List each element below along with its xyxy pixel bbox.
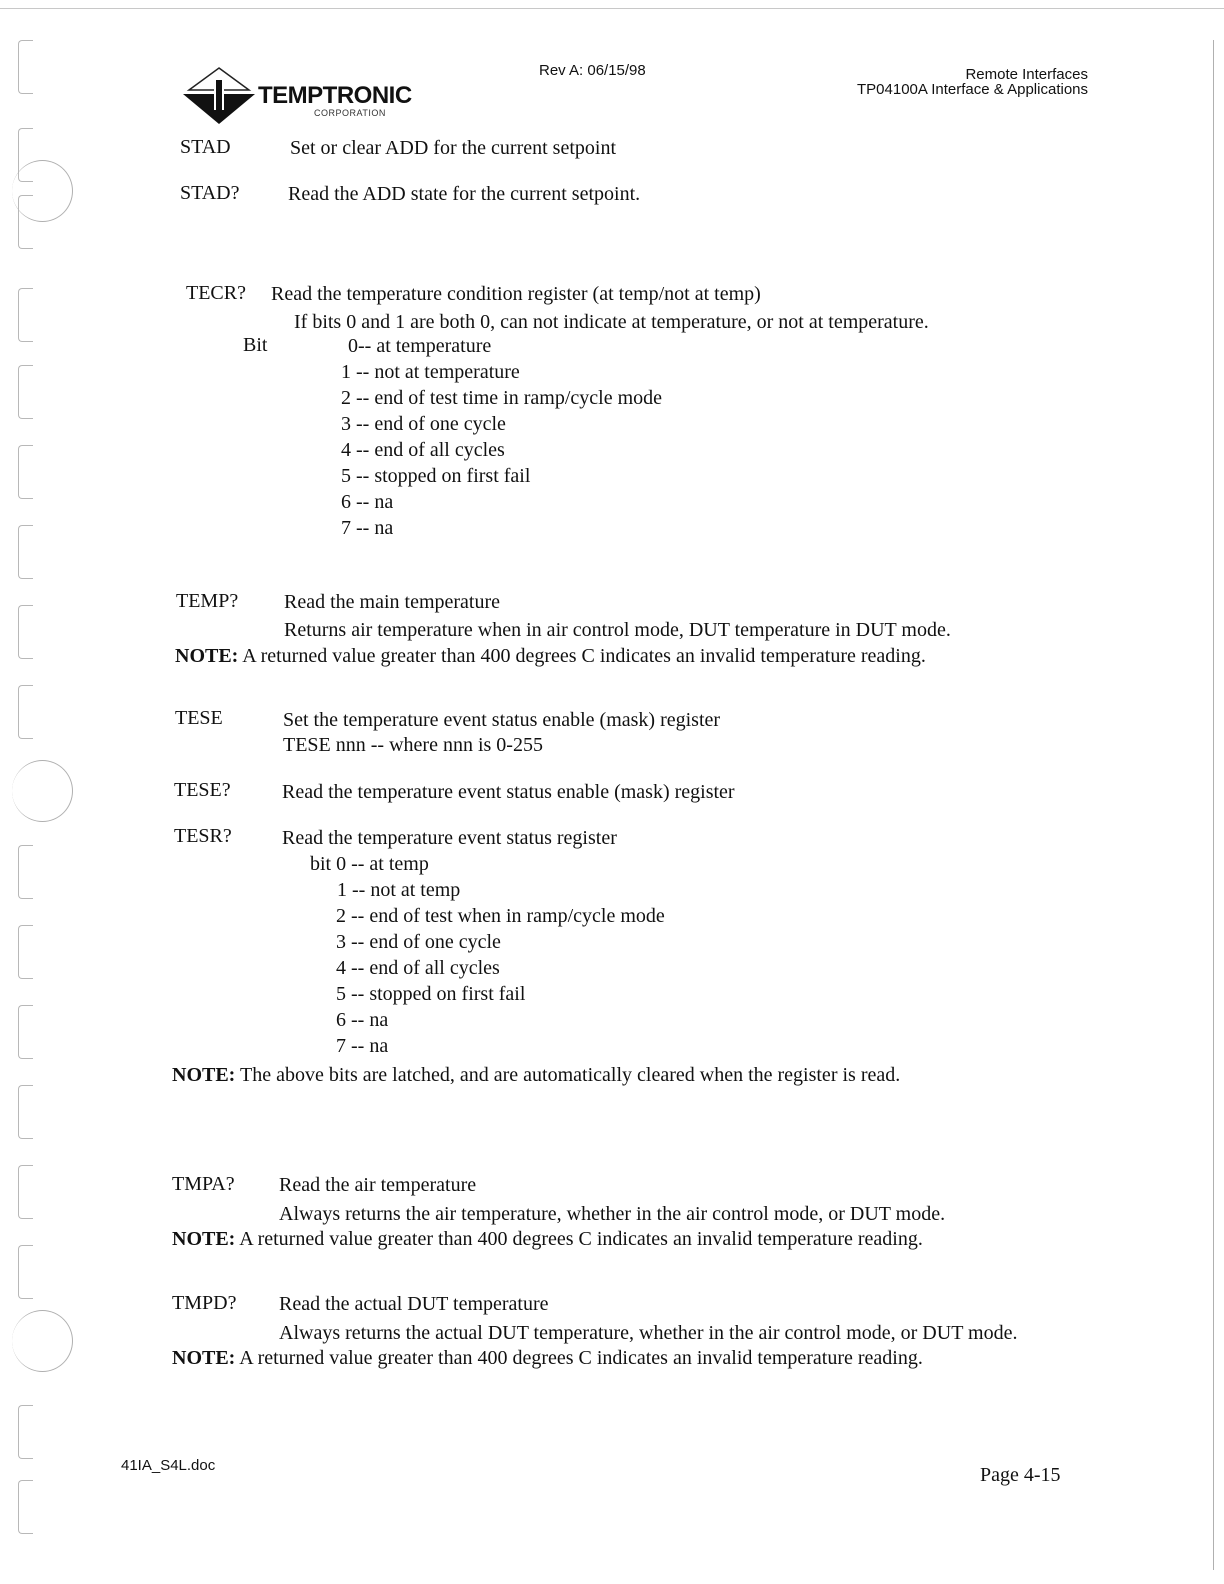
binder-hole bbox=[18, 845, 33, 899]
tmpa-detail: Always returns the air temperature, whether in the air control mode, or DUT mode. bbox=[279, 1203, 946, 1225]
tecr-bit: 6 -- na bbox=[341, 491, 394, 513]
binder-hole bbox=[18, 365, 33, 419]
binder-hole bbox=[18, 685, 33, 739]
tesr-bit: 7 -- na bbox=[336, 1035, 389, 1057]
tecr-bit: 0-- at temperature bbox=[348, 335, 492, 357]
stad-query-description: Read the ADD state for the current setpoint. bbox=[288, 183, 641, 205]
note-text: A returned value greater than 400 degrees C indicates an invalid temperature reading. bbox=[238, 645, 926, 667]
tesr-bit: 1 -- not at temp bbox=[337, 879, 461, 901]
stad-description: Set or clear ADD for the current setpoint bbox=[290, 137, 617, 159]
command-temp-query: TEMP? bbox=[176, 590, 239, 612]
binder-hole bbox=[18, 1405, 33, 1459]
tesr-bit: 3 -- end of one cycle bbox=[336, 931, 501, 953]
tese-query-description: Read the temperature event status enable (mask) register bbox=[282, 781, 735, 803]
tecr-detail: If bits 0 and 1 are both 0, can not indicate at temperature, or not at temperature. bbox=[294, 311, 929, 333]
command-tecr-query: TECR? bbox=[186, 282, 246, 304]
tesr-bit: 4 -- end of all cycles bbox=[336, 957, 500, 979]
tesr-bit: 2 -- end of test when in ramp/cycle mode bbox=[336, 905, 665, 927]
tecr-bit: 7 -- na bbox=[341, 517, 394, 539]
command-tese-query: TESE? bbox=[174, 779, 231, 801]
tmpa-note bbox=[172, 1227, 923, 1251]
tesr-bit: 5 -- stopped on first fail bbox=[336, 983, 526, 1005]
logo-subtitle: CORPORATION bbox=[314, 108, 386, 118]
tecr-bit: 2 -- end of test time in ramp/cycle mode bbox=[341, 387, 663, 409]
right-edge-rule bbox=[1213, 40, 1214, 1570]
tecr-bit: 5 -- stopped on first fail bbox=[341, 465, 531, 487]
note-label: NOTE: bbox=[175, 645, 239, 667]
binder-hole bbox=[18, 288, 33, 342]
note-text: A returned value greater than 400 degrees C indicates an invalid temperature reading. bbox=[235, 1347, 923, 1369]
tecr-bit-label: Bit bbox=[243, 334, 268, 356]
tmpd-description: Read the actual DUT temperature bbox=[279, 1293, 549, 1315]
binder-hole bbox=[18, 1480, 33, 1534]
note-text: The above bits are latched, and are automatically cleared when the register is read. bbox=[235, 1064, 901, 1086]
temp-description: Read the main temperature bbox=[284, 591, 501, 613]
binder-hole bbox=[18, 525, 33, 579]
page-number: Page 4-15 bbox=[980, 1464, 1061, 1486]
header-doc-title: TP04100A Interface & Applications bbox=[857, 81, 1088, 98]
command-stad-query: STAD? bbox=[180, 182, 240, 204]
tecr-bit: 1 -- not at temperature bbox=[341, 361, 520, 383]
temp-detail: Returns air temperature when in air control mode, DUT temperature in DUT mode. bbox=[284, 619, 951, 641]
tecr-description: Read the temperature condition register (at temp/not at temp) bbox=[271, 283, 761, 305]
logo-arrows-icon bbox=[183, 66, 255, 126]
note-text: A returned value greater than 400 degrees C indicates an invalid temperature reading. bbox=[235, 1228, 923, 1250]
logo-wordmark: TEMPTRONIC bbox=[258, 82, 412, 109]
tmpa-description: Read the air temperature bbox=[279, 1174, 477, 1196]
note-label: NOTE: bbox=[172, 1347, 236, 1369]
tecr-bit: 4 -- end of all cycles bbox=[341, 439, 505, 461]
tesr-bit: 6 -- na bbox=[336, 1009, 389, 1031]
tesr-note bbox=[172, 1063, 900, 1087]
tese-description: Set the temperature event status enable (mask) register bbox=[283, 709, 721, 731]
command-stad: STAD bbox=[180, 136, 231, 158]
command-tmpa-query: TMPA? bbox=[172, 1173, 235, 1195]
binder-hole bbox=[18, 1245, 33, 1299]
binder-ring bbox=[12, 760, 73, 822]
tese-detail: TESE nnn -- where nnn is 0-255 bbox=[283, 734, 543, 756]
tesr-description: Read the temperature event status register bbox=[282, 827, 617, 849]
binder-hole bbox=[18, 1005, 33, 1059]
command-tese: TESE bbox=[175, 707, 223, 729]
command-tmpd-query: TMPD? bbox=[172, 1292, 237, 1314]
tmpd-note bbox=[172, 1346, 923, 1370]
revision-date: Rev A: 06/15/98 bbox=[539, 62, 646, 79]
binder-hole bbox=[18, 605, 33, 659]
binder-hole bbox=[18, 445, 33, 499]
tecr-bit: 3 -- end of one cycle bbox=[341, 413, 506, 435]
header-section: Remote Interfaces bbox=[965, 66, 1088, 83]
binder-hole bbox=[18, 925, 33, 979]
tmpd-detail: Always returns the actual DUT temperature, whether in the air control mode, or DUT mode. bbox=[279, 1322, 1018, 1344]
note-label: NOTE: bbox=[172, 1064, 236, 1086]
binder-hole bbox=[18, 1165, 33, 1219]
top-rule bbox=[0, 8, 1224, 9]
footer-filename: 41IA_S4L.doc bbox=[121, 1457, 216, 1474]
tesr-bit: bit 0 -- at temp bbox=[310, 853, 429, 875]
binder-hole bbox=[18, 195, 33, 249]
note-label: NOTE: bbox=[172, 1228, 236, 1250]
binder-hole bbox=[18, 40, 33, 94]
command-tesr-query: TESR? bbox=[174, 825, 232, 847]
temp-note bbox=[175, 644, 926, 668]
company-logo bbox=[183, 66, 433, 126]
binder-hole bbox=[18, 1085, 33, 1139]
binder-holes bbox=[14, 40, 84, 1540]
binder-ring bbox=[12, 1310, 73, 1372]
